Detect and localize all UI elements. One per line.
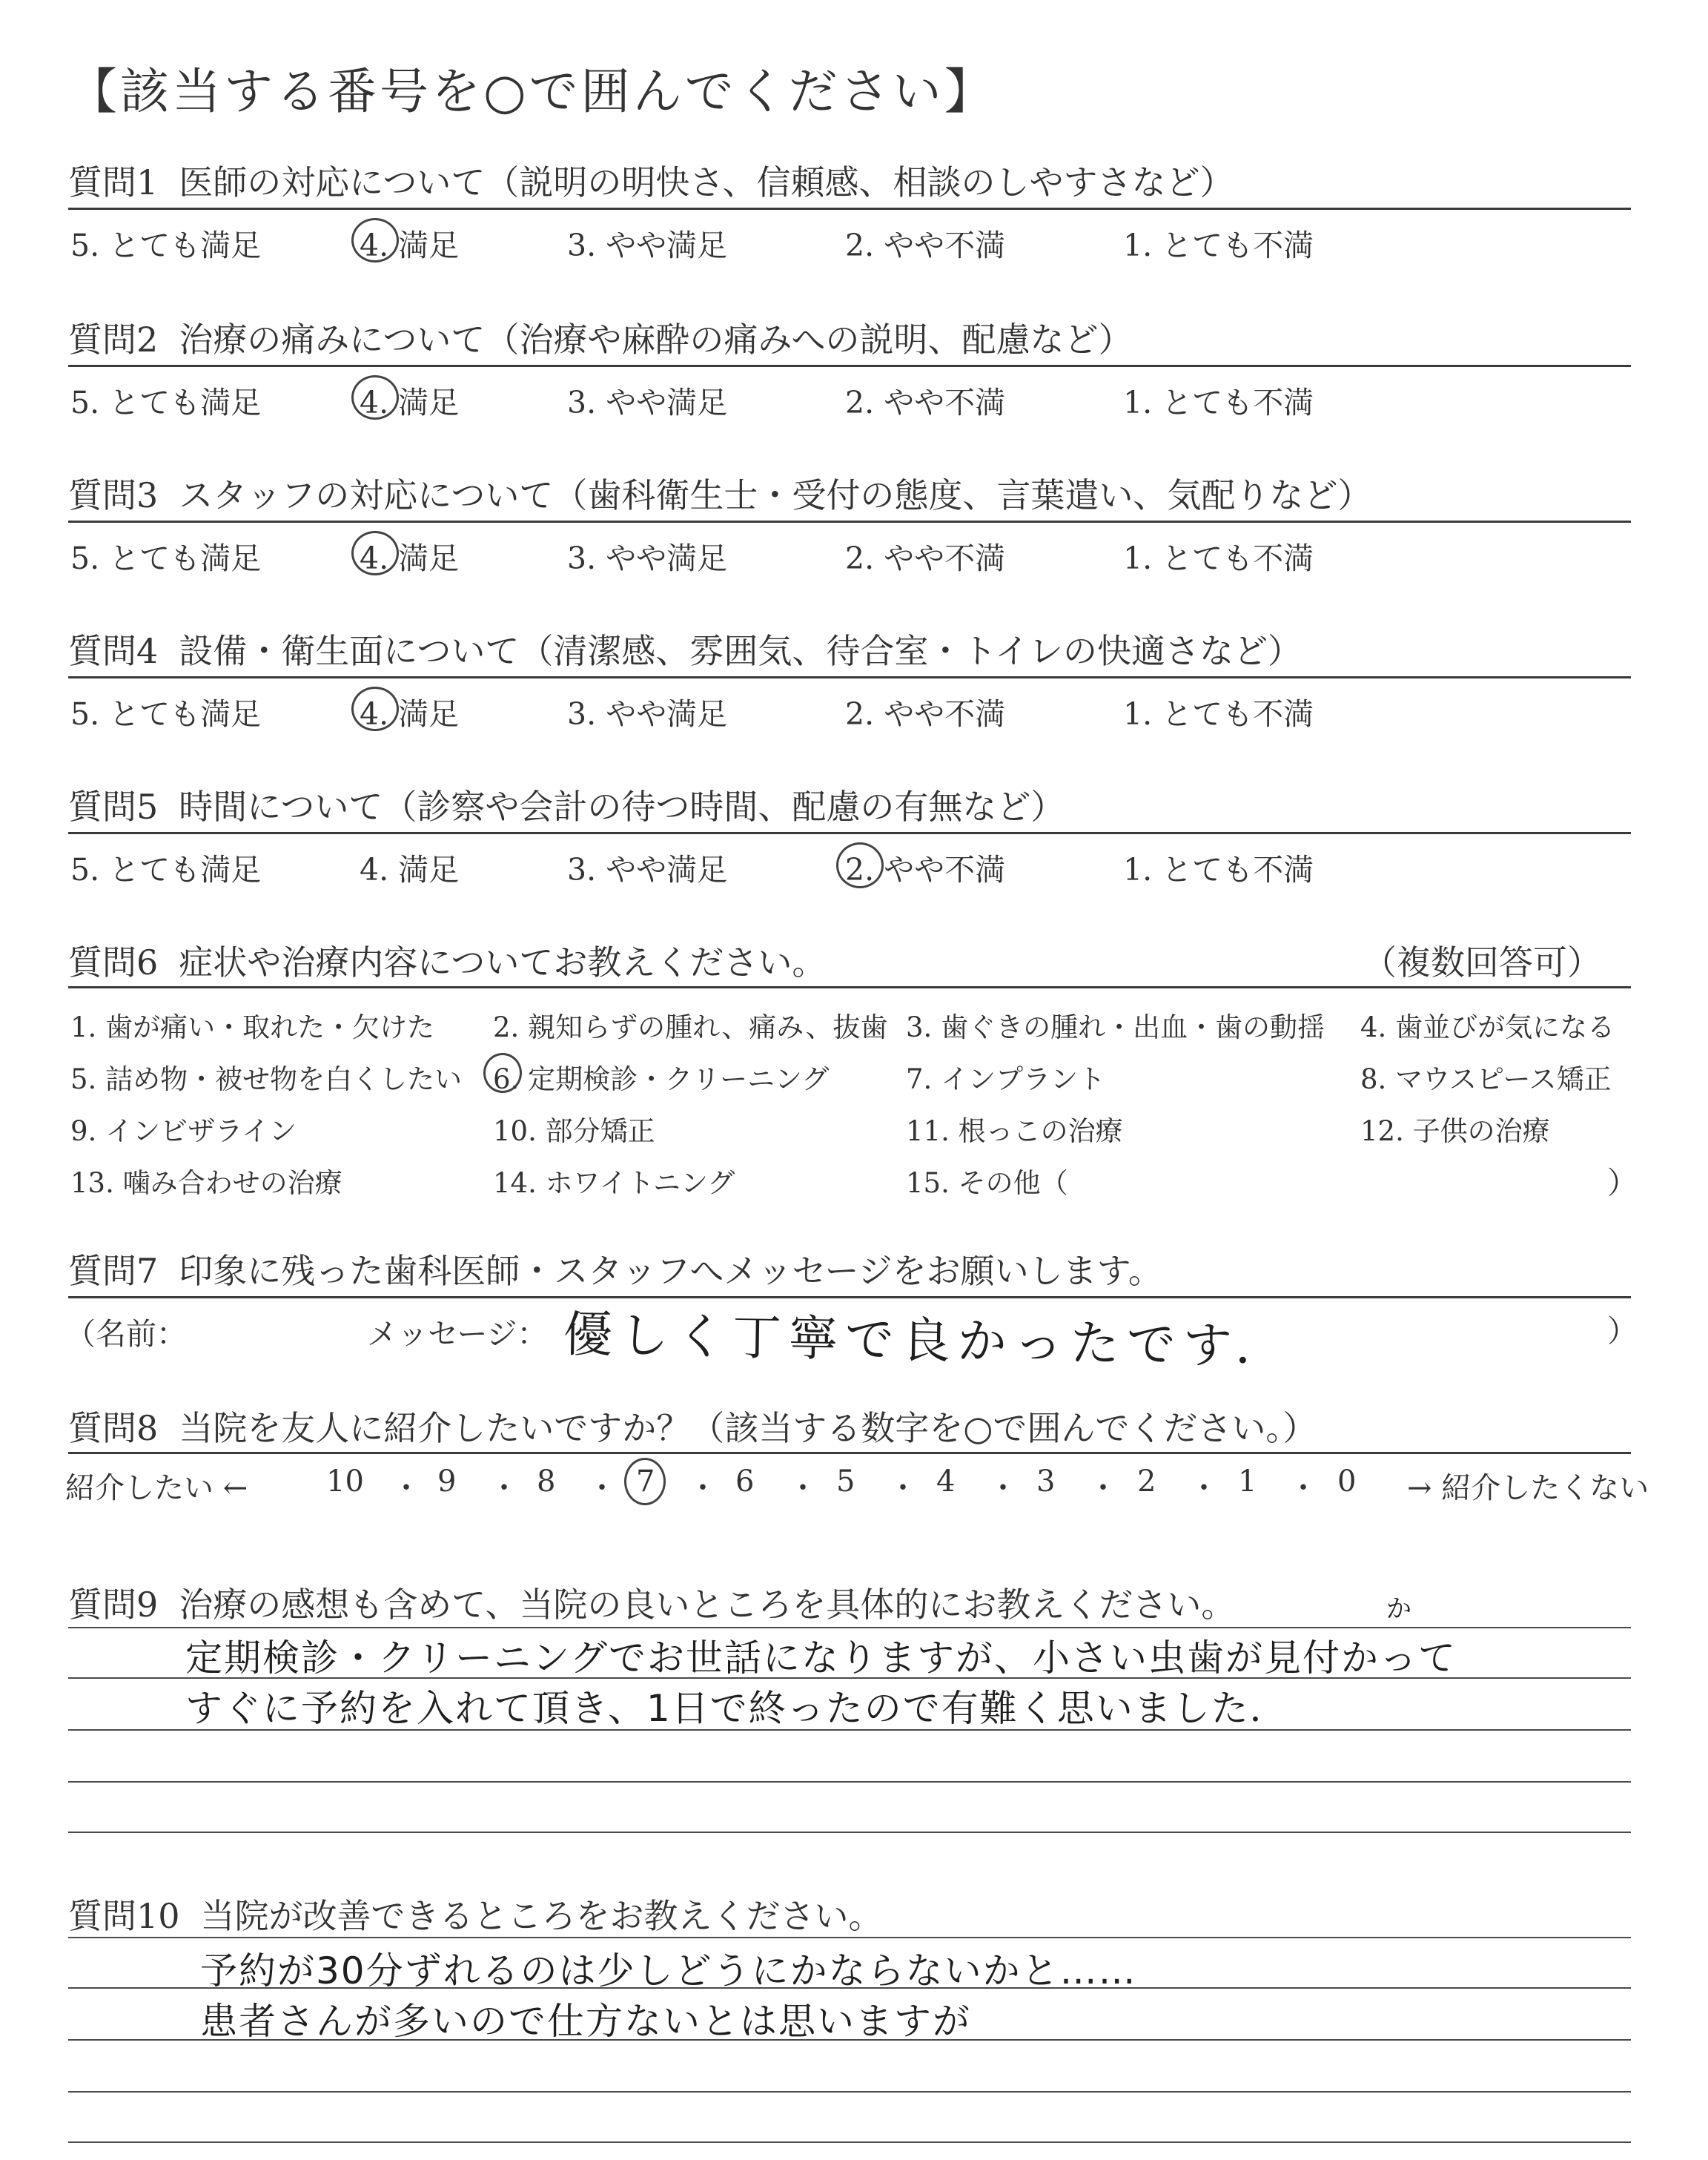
q8-scale-4[interactable]: 4	[936, 1464, 956, 1499]
q8-scale-dot: ・	[888, 1471, 918, 1505]
q1-option-4[interactable]: 4. 満足	[360, 228, 460, 263]
q8-scale-8[interactable]: 8	[537, 1464, 556, 1499]
q7-close-paren: ）	[1607, 1313, 1638, 1349]
q2-option-1[interactable]: 1. とても不満	[1123, 385, 1314, 420]
q6-item-5[interactable]: 5. 詰め物・被せ物を白くしたい	[70, 1063, 463, 1095]
q3-option-1[interactable]: 1. とても不満	[1123, 541, 1314, 576]
question-6-rule	[68, 986, 1631, 988]
q9-line-4	[68, 1781, 1631, 1783]
q6-item-15[interactable]: 15. その他（	[906, 1167, 1068, 1199]
question-10	[68, 1889, 883, 1938]
question-2-number: 質問2	[68, 320, 159, 360]
q4-option-4[interactable]: 4. 満足	[360, 696, 460, 732]
question-8-text: 当院を友人に紹介したいですか？（該当する数字を○で囲んでください。）	[179, 1408, 1317, 1448]
q10-line-4	[68, 2091, 1631, 2093]
question-8	[68, 1401, 1317, 1450]
question-10-number: 質問10	[68, 1896, 180, 1936]
q7-message-label: メッセージ：	[367, 1316, 548, 1352]
q3-option-4[interactable]: 4. 満足	[360, 541, 460, 576]
question-1-number: 質問1	[68, 162, 159, 202]
q6-item-3[interactable]: 3. 歯ぐきの腫れ・出血・歯の動揺	[906, 1011, 1325, 1043]
q10-answer-line-2: 患者さんが多いので仕方ないとは思いますが	[200, 2000, 971, 2043]
question-2-rule	[68, 365, 1631, 367]
q8-scale-dot: ・	[788, 1471, 818, 1505]
q10-line-1	[68, 1937, 1631, 1938]
q7-handwritten-message: 優しく丁寧で良かったです．	[563, 1306, 1293, 1376]
q5-selection-circle	[836, 842, 884, 888]
q3-option-3[interactable]: 3. やや満足	[567, 541, 728, 576]
q6-selection-circle	[483, 1053, 522, 1093]
q1-option-1[interactable]: 1. とても不満	[1123, 228, 1314, 263]
q1-option-2[interactable]: 2. やや不満	[845, 228, 1006, 263]
instruction-header: 【該当する番号を○で囲んでください】	[68, 63, 996, 120]
q8-scale-dot: ・	[489, 1471, 519, 1505]
q8-scale-5[interactable]: 5	[836, 1464, 855, 1499]
q4-option-1[interactable]: 1. とても不満	[1123, 696, 1314, 732]
question-3-text: スタッフの対応について（歯科衛生士・受付の態度、言葉遣い、気配りなど）	[179, 475, 1372, 515]
q10-answer-line-1: 予約が30分ずれるのは少しどうにかならないかと……	[200, 1949, 1137, 1992]
q6-other-close-paren: ）	[1607, 1165, 1638, 1200]
q4-option-2[interactable]: 2. やや不満	[845, 696, 1006, 732]
q8-right-label: → 紹介したくない	[1407, 1471, 1649, 1505]
q8-scale-9[interactable]: 9	[437, 1464, 457, 1499]
q1-selection-circle	[351, 218, 399, 262]
q2-option-2[interactable]: 2. やや不満	[845, 385, 1006, 420]
q7-name-label: （名前：	[65, 1316, 187, 1352]
q9-insert-mark: か	[1386, 1594, 1411, 1624]
question-5-rule	[68, 832, 1631, 834]
q4-selection-circle	[351, 687, 399, 731]
question-4	[68, 624, 1302, 673]
q8-scale-dot: ・	[1189, 1471, 1219, 1505]
q6-item-7[interactable]: 7. インプラント	[906, 1063, 1106, 1095]
q4-option-5[interactable]: 5. とても満足	[70, 696, 262, 732]
q3-option-5[interactable]: 5. とても満足	[70, 541, 262, 576]
q2-option-4[interactable]: 4. 満足	[360, 385, 460, 420]
q5-option-2[interactable]: 2. やや不満	[845, 852, 1006, 888]
question-1-rule	[68, 208, 1631, 210]
q8-scale-dot: ・	[988, 1471, 1018, 1505]
question-9	[68, 1578, 1235, 1627]
q5-option-5[interactable]: 5. とても満足	[70, 852, 262, 888]
q8-scale-6[interactable]: 6	[735, 1464, 755, 1499]
question-5	[68, 780, 1065, 829]
q8-scale-dot: ・	[1288, 1471, 1318, 1505]
question-8-rule	[68, 1452, 1631, 1454]
q6-item-10[interactable]: 10. 部分矯正	[493, 1115, 655, 1147]
q6-item-4[interactable]: 4. 歯並びが気になる	[1360, 1011, 1615, 1043]
q5-option-3[interactable]: 3. やや満足	[567, 852, 728, 888]
question-4-number: 質問4	[68, 631, 159, 671]
question-2-text: 治療の痛みについて（治療や麻酔の痛みへの説明、配慮など）	[179, 320, 1133, 360]
question-7-rule	[68, 1296, 1631, 1298]
q9-answer-line-1: 定期検診・クリーニングでお世話になりますが、小さい虫歯が見付かって	[185, 1636, 1457, 1680]
q8-scale-1[interactable]: 1	[1238, 1464, 1257, 1499]
q6-item-2[interactable]: 2. 親知らずの腫れ、痛み、抜歯	[493, 1011, 888, 1043]
q2-selection-circle	[351, 375, 399, 420]
q5-option-4[interactable]: 4. 満足	[360, 852, 460, 888]
q6-item-8[interactable]: 8. マウスピース矯正	[1360, 1063, 1612, 1095]
question-7	[68, 1244, 1162, 1293]
q6-item-9[interactable]: 9. インビザライン	[70, 1115, 297, 1147]
q8-scale-3[interactable]: 3	[1036, 1464, 1056, 1499]
question-5-number: 質問5	[68, 787, 159, 827]
q6-item-12[interactable]: 12. 子供の治療	[1360, 1115, 1550, 1147]
q6-item-14[interactable]: 14. ホワイトニング	[493, 1167, 735, 1199]
q6-item-13[interactable]: 13. 噛み合わせの治療	[70, 1167, 342, 1199]
q8-scale-dot: ・	[587, 1471, 617, 1505]
q1-option-3[interactable]: 3. やや満足	[567, 228, 728, 263]
q5-option-1[interactable]: 1. とても不満	[1123, 852, 1314, 888]
question-7-text: 印象に残った歯科医師・スタッフへメッセージをお願いします。	[179, 1251, 1162, 1291]
question-3	[68, 469, 1371, 518]
question-7-number: 質問7	[68, 1251, 159, 1291]
q6-item-11[interactable]: 11. 根っこの治療	[906, 1115, 1123, 1147]
q8-scale-10[interactable]: 10	[326, 1464, 364, 1499]
q1-option-5[interactable]: 5. とても満足	[70, 228, 262, 263]
question-6-note: （複数回答可）	[1363, 942, 1601, 982]
q6-item-6[interactable]: 6. 定期検診・クリーニング	[493, 1063, 830, 1095]
q8-scale-dot: ・	[1088, 1471, 1118, 1505]
question-1	[68, 156, 1234, 205]
q4-option-3[interactable]: 3. やや満足	[567, 696, 728, 732]
q6-item-1[interactable]: 1. 歯が痛い・取れた・欠けた	[70, 1011, 435, 1043]
question-1-text: 医師の対応について（説明の明快さ、信頼感、相談のしやすさなど）	[179, 162, 1234, 202]
q8-scale-2[interactable]: 2	[1137, 1464, 1156, 1499]
q8-scale-0[interactable]: 0	[1337, 1464, 1357, 1499]
q10-line-5	[68, 2141, 1631, 2143]
question-2	[68, 313, 1132, 362]
question-5-text: 時間について（診察や会計の待つ時間、配慮の有無など）	[179, 787, 1065, 827]
q3-option-2[interactable]: 2. やや不満	[845, 541, 1006, 576]
q8-selection-circle	[624, 1458, 666, 1505]
question-6	[68, 936, 826, 985]
q9-line-5	[68, 1832, 1631, 1833]
question-6-number: 質問6	[68, 942, 159, 982]
question-9-number: 質問9	[68, 1585, 159, 1625]
q8-scale-dot: ・	[688, 1471, 718, 1505]
question-4-rule	[68, 676, 1631, 678]
question-3-rule	[68, 521, 1631, 523]
q8-left-label: 紹介したい ←	[65, 1471, 248, 1505]
q8-scale-7[interactable]: 7	[636, 1464, 655, 1499]
question-3-number: 質問3	[68, 475, 159, 515]
question-8-number: 質問8	[68, 1408, 159, 1448]
question-9-text: 治療の感想も含めて、当院の良いところを具体的にお教えください。	[179, 1585, 1236, 1625]
q9-answer-line-2: すぐに予約を入れて頂き、1日で終ったので有難く思いました．	[185, 1687, 1288, 1730]
q2-option-5[interactable]: 5. とても満足	[70, 385, 262, 420]
q3-selection-circle	[351, 531, 399, 575]
question-4-text: 設備・衛生面について（清潔感、雰囲気、待合室・トイレの快適さなど）	[179, 631, 1302, 671]
question-6-text: 症状や治療内容についてお教えください。	[179, 942, 827, 982]
question-10-text: 当院が改善できるところをお教えください。	[200, 1896, 883, 1936]
q8-scale-dot: ・	[391, 1471, 421, 1505]
q2-option-3[interactable]: 3. やや満足	[567, 385, 728, 420]
